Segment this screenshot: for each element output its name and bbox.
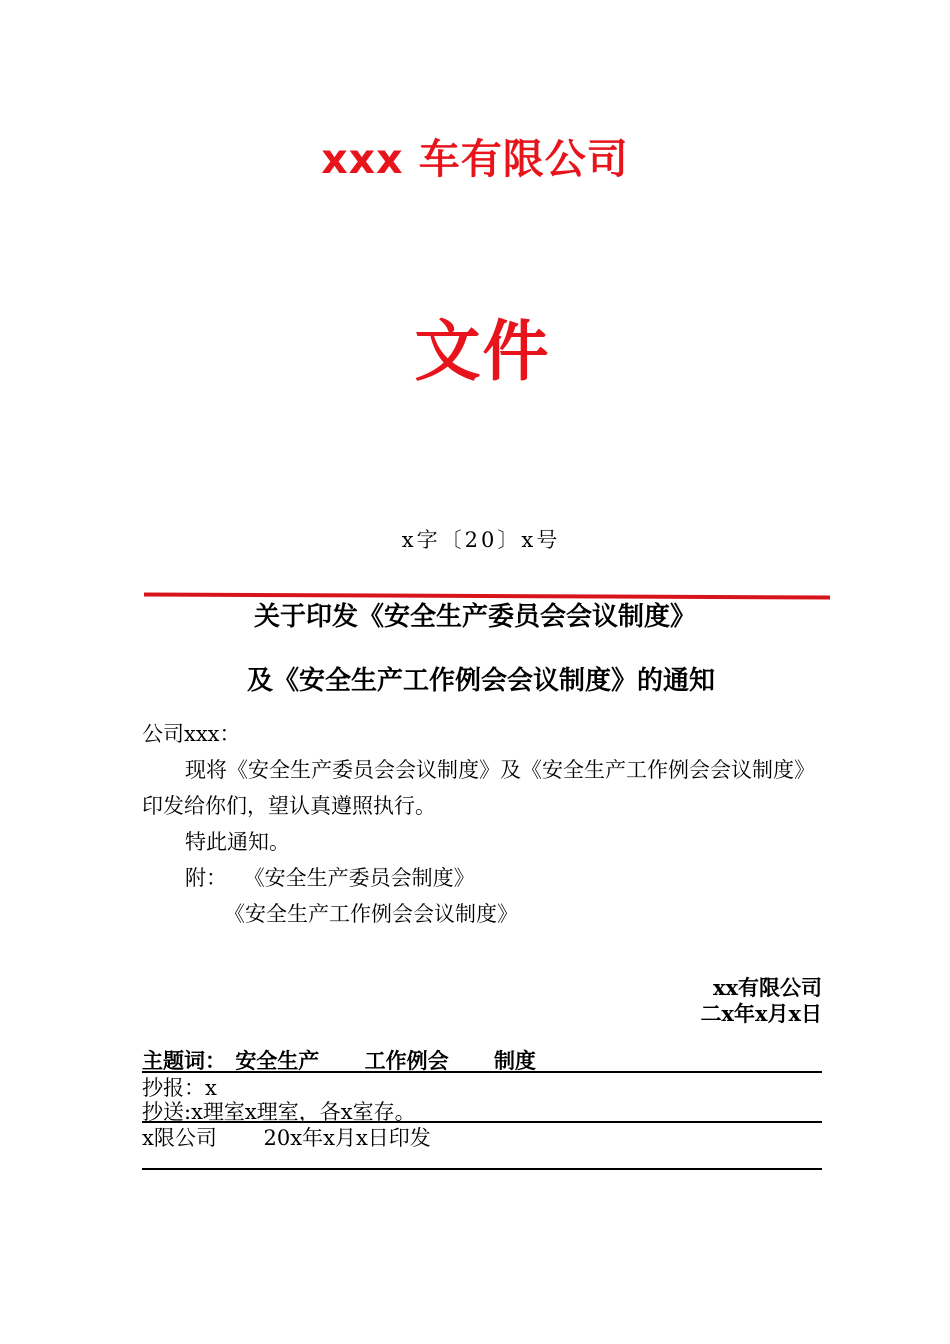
notice-title-line-1: 关于印发《安全生产委员会会议制度》 (253, 602, 696, 632)
report-to-line: 抄报：x (142, 1076, 217, 1100)
keyword-item: 安全生产 (235, 1049, 320, 1073)
signature-company: xx有限公司 (712, 975, 822, 1000)
signature-date: 二x年x月x日 (700, 1001, 822, 1026)
issuer-name: x限公司 (142, 1126, 217, 1150)
footer-rule (142, 1071, 822, 1073)
attachment-label: 附： (185, 866, 227, 890)
document-number: x字〔20〕x号 (401, 528, 561, 552)
attachment-line-1 (185, 862, 475, 892)
body-paragraph-line-1: 现将《安全生产委员会会议制度》及《安全生产工作例会会议制度》 (185, 758, 815, 782)
issue-date: 20x年x月x日印发 (263, 1126, 431, 1150)
document-type-title: 文件 (414, 313, 551, 390)
salutation: 公司xxx： (142, 722, 241, 746)
keyword-item: 制度 (493, 1049, 536, 1073)
footer-rule (142, 1168, 822, 1170)
body-paragraph-line-2: 印发给你们，望认真遵照执行。 (142, 794, 436, 818)
copy-to-line: 抄送:x理室x理室，各x室存。 (142, 1100, 416, 1124)
attachment-item-2: 《安全生产工作例会会议制度》 (224, 902, 518, 926)
notice-title-line-2: 及《安全生产工作例会会议制度》的通知 (246, 666, 715, 696)
keyword-item: 工作例会 (364, 1049, 449, 1073)
issuing-organization-name: xxx 车有限公司 (321, 135, 629, 183)
issue-line (142, 1122, 431, 1152)
closing-notice: 特此通知。 (185, 830, 290, 854)
attachment-item-1: 《安全生产委员会制度》 (243, 866, 475, 890)
keywords-label: 主题词： (142, 1049, 226, 1073)
